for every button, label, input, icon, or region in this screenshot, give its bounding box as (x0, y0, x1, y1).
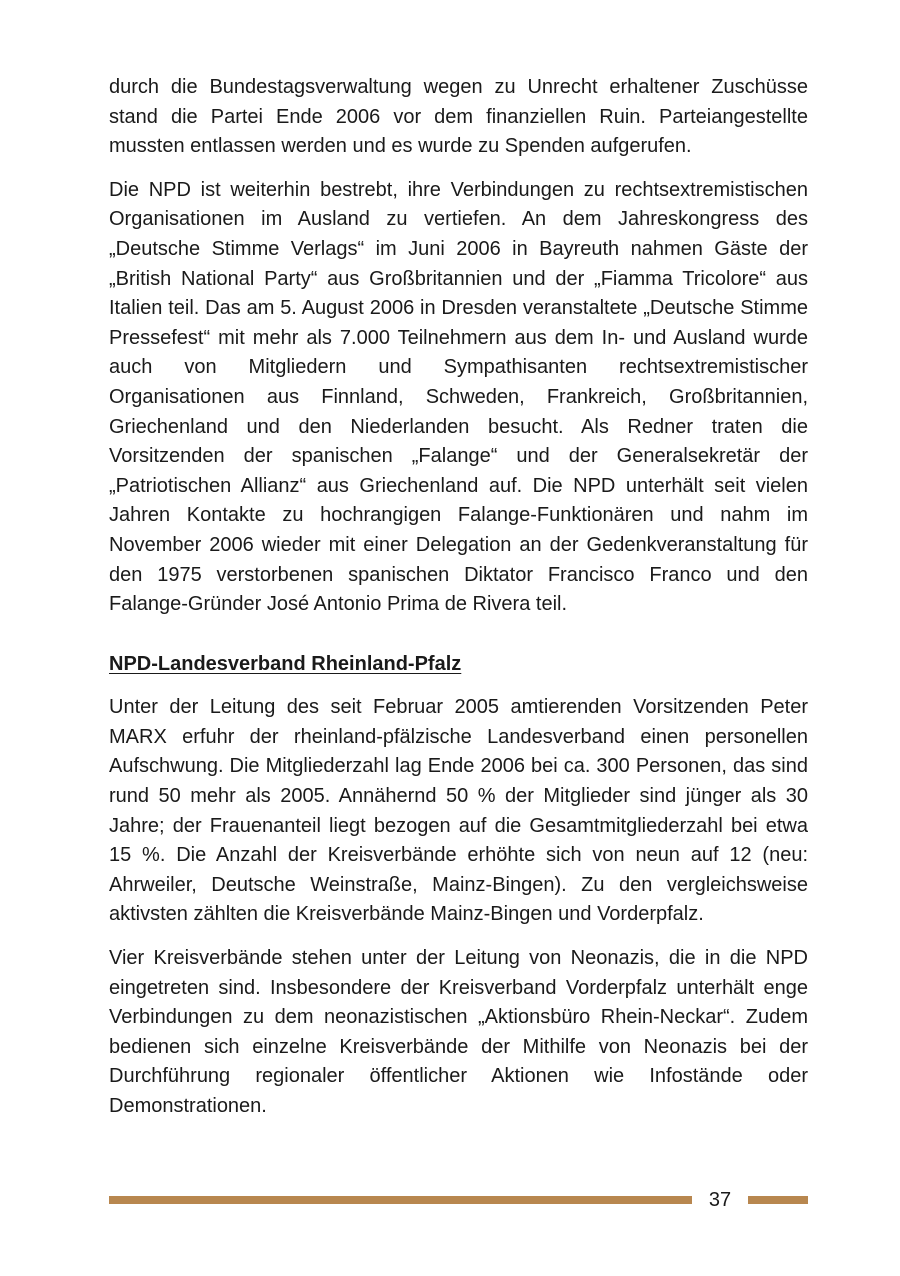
footer-rule-left (109, 1196, 692, 1204)
page-footer (109, 1184, 808, 1216)
footer-rule-right (748, 1196, 808, 1204)
page-body (109, 73, 808, 1122)
page-number: 37 (708, 1189, 732, 1211)
section-heading: NPD-Landesverband Rheinland-Pfalz (109, 652, 462, 675)
paragraph-rheinland-pfalz-membership: Unter der Leitung des seit Februar 2005 amtierenden Vorsitzenden Peter MARX erfuhr der rheinland-pfälzische Landesverband einen personellen Aufschwung. Die Mitgliederzahl lag Ende 2006 bei ca. 300 Personen, das sind rund 50 mehr als 2005. Annähernd 50 % der Mitglieder sind jünger als 30 Jahre; der Frauenanteil liegt bezogen auf die Gesamtmitgliederzahl bei etwa 15 %. Die Anzahl der Kreisverbände erhöhte sich von neun auf 12 (neu: Ahrweiler, Deutsche Weinstraße, Mainz-Bingen). Zu den vergleichsweise aktivsten zählten die Kreisverbände Mainz-Bingen und Vorderpfalz. (109, 696, 808, 926)
paragraph-kreisverbaende: Vier Kreisverbände stehen unter der Leitung von Neonazis, die in die NPD eingetreten sind. Insbesondere der Kreisverband Vorderpfalz unterhält enge Verbindungen zu dem neonazistischen „Aktionsbüro Rhein-Neckar“. Zudem bedienen sich einzelne Kreisverbände der Mithilfe von Neonazis bei der Durchführung regionaler öffentlicher Aktionen wie Infostände oder Demonstrationen. (109, 947, 808, 1117)
paragraph-international-contacts: Die NPD ist weiterhin bestrebt, ihre Verbindungen zu rechtsextremistischen Organisationen im Ausland zu vertiefen. An dem Jahreskongress des „Deutsche Stimme Verlags“ im Juni 2006 in Bayreuth nahmen Gäste der „British National Party“ aus Großbritannien und der „Fiamma Tricolore“ aus Italien teil. Das am 5. August 2006 in Dresden veranstaltete „Deutsche Stimme Pressefest“ mit mehr als 7.000 Teilnehmern aus dem In- und Ausland wurde auch von Mitgliedern und Sympathisanten rechtsextremistischer Organisationen aus Finnland, Schweden, Frankreich, Großbritannien, Griechenland und den Niederlanden besucht. Als Redner traten die Vorsitzenden der spanischen „Falange“ und der Generalsekretär der „Patriotischen Allianz“ aus Griechenland auf. Die NPD unterhält seit vielen Jahren Kontakte zu hochrangigen Falange-Funktionären und nahm im November 2006 wieder mit einer Delegation an der Gedenkveranstaltung für den 1975 verstorbenen spanischen Diktator Francisco Franco und den Falange-Gründer José Antonio Prima de Rivera teil. (109, 178, 808, 616)
paragraph-funding: durch die Bundestagsverwaltung wegen zu Unrecht erhaltener Zuschüsse stand die Partei Ende 2006 vor dem finanziellen Ruin. Parteiangestellte mussten entlassen werden und es wurde zu Spenden aufgerufen. (109, 76, 808, 158)
